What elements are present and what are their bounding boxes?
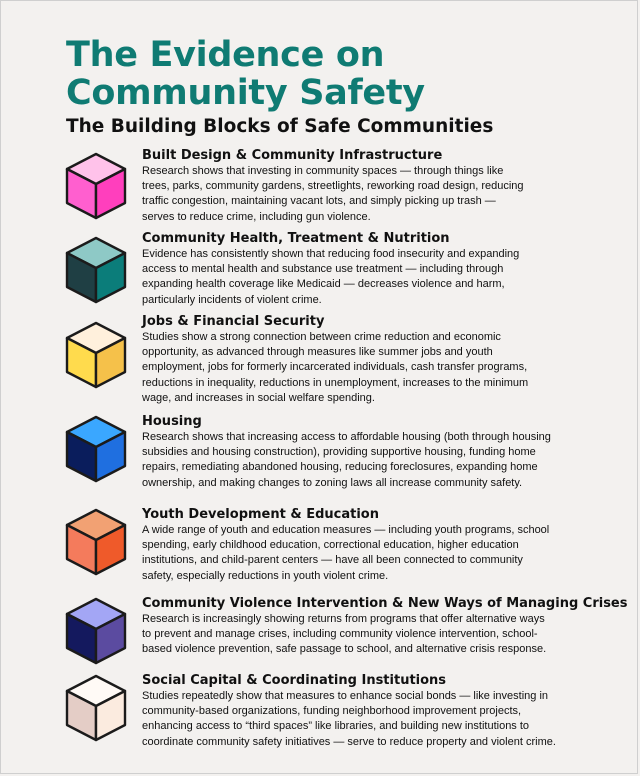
teal-cube-icon <box>64 235 128 305</box>
building-block-text <box>142 314 612 406</box>
description-line: serves to reduce crime, including gun violence. <box>142 210 371 223</box>
description-line: opportunity, as advanced through measures like summer jobs and youth <box>142 346 493 359</box>
building-block-description <box>142 430 612 491</box>
building-block-text <box>142 414 612 491</box>
building-block-description <box>142 612 612 658</box>
description-line: to prevent and manage crises, including community violence intervention, school- <box>142 628 538 641</box>
building-block-heading: Youth Development & Education <box>142 507 379 522</box>
building-block-description <box>142 164 612 225</box>
building-block-description <box>142 330 612 406</box>
building-block-text <box>142 148 612 225</box>
cream-cube-icon <box>64 673 128 743</box>
building-block-text <box>142 596 628 658</box>
description-line: trees, parks, community gardens, streetlights, reworking road design, reducing <box>142 180 524 193</box>
description-line: safety, especially reductions in youth violent crime. <box>142 569 389 582</box>
building-block-description <box>142 247 612 308</box>
orange-cube-icon <box>64 507 128 577</box>
building-block-heading: Community Violence Intervention & New Ways of Managing Crises <box>142 596 628 611</box>
building-block-heading: Jobs & Financial Security <box>142 314 325 329</box>
yellow-cube-icon <box>64 320 128 390</box>
description-line: reductions in inequality, reductions in unemployment, increases to the minimum <box>142 376 529 389</box>
description-line: subsidies and housing construction), providing supportive housing, funding home <box>142 446 536 459</box>
page-subtitle: The Building Blocks of Safe Communities <box>66 116 494 137</box>
building-block-text <box>142 231 612 308</box>
building-block-text <box>142 507 612 584</box>
description-line: ownership, and making changes to zoning laws all increase community safety. <box>142 476 523 489</box>
description-line: institutions, and child-parent centers — have all been connected to community <box>142 554 523 567</box>
description-line: Research shows that investing in community spaces — through things like <box>142 165 504 177</box>
description-line: wage, and increases in social welfare spending. <box>142 391 375 404</box>
blue-cube-icon <box>64 414 128 484</box>
building-block-description <box>142 689 612 750</box>
building-block-description <box>142 523 612 584</box>
building-block-heading: Social Capital & Coordinating Institutions <box>142 673 447 688</box>
page-title <box>66 36 626 112</box>
description-line: particularly incidents of violent crime. <box>142 293 322 306</box>
description-line: Studies show a strong connection between crime reduction and economic <box>142 331 501 343</box>
description-line: Research shows that increasing access to affordable housing (both through housing <box>142 431 551 443</box>
description-line: repairs, remediating abandoned housing, reducing foreclosures, expanding home <box>142 461 538 474</box>
building-block-heading: Community Health, Treatment & Nutrition <box>142 231 450 246</box>
description-line: employment, jobs for formerly incarcerated individuals, cash transfer programs, <box>142 361 528 374</box>
description-line: based violence prevention, safe passage to school, and alternative crisis response. <box>142 643 547 656</box>
description-line: A wide range of youth and education measures — including youth programs, school <box>142 524 550 536</box>
purple-cube-icon <box>64 596 128 666</box>
title-line-2: Community Safety <box>66 73 425 113</box>
description-line: enhancing access to “third spaces” like libraries, and building new institutions to <box>142 720 530 733</box>
building-block-heading: Housing <box>142 414 202 429</box>
description-line: expanding health coverage like Medicaid — decreases violence and harm, <box>142 278 505 291</box>
description-line: community-based organizations, funding neighborhood improvement projects, <box>142 705 522 718</box>
description-line: Evidence has consistently shown that reducing food insecurity and expanding <box>142 248 520 260</box>
description-line: coordinate community safety initiatives — serve to reduce property and violent crime. <box>142 735 556 748</box>
description-line: traffic congestion, maintaining vacant lots, and simply picking up trash — <box>142 195 496 208</box>
building-block-text <box>142 673 612 750</box>
title-line-1: The Evidence on <box>66 35 385 75</box>
building-block-heading: Built Design & Community Infrastructure <box>142 148 443 163</box>
description-line: Studies repeatedly show that measures to enhance social bonds — like investing in <box>142 690 549 702</box>
description-line: Research is increasingly showing returns from programs that offer alternative ways <box>142 613 545 625</box>
description-line: access to mental health and substance use treatment — including through <box>142 263 504 276</box>
description-line: spending, early childhood education, correctional education, higher education <box>142 539 519 552</box>
pink-cube-icon <box>64 151 128 221</box>
